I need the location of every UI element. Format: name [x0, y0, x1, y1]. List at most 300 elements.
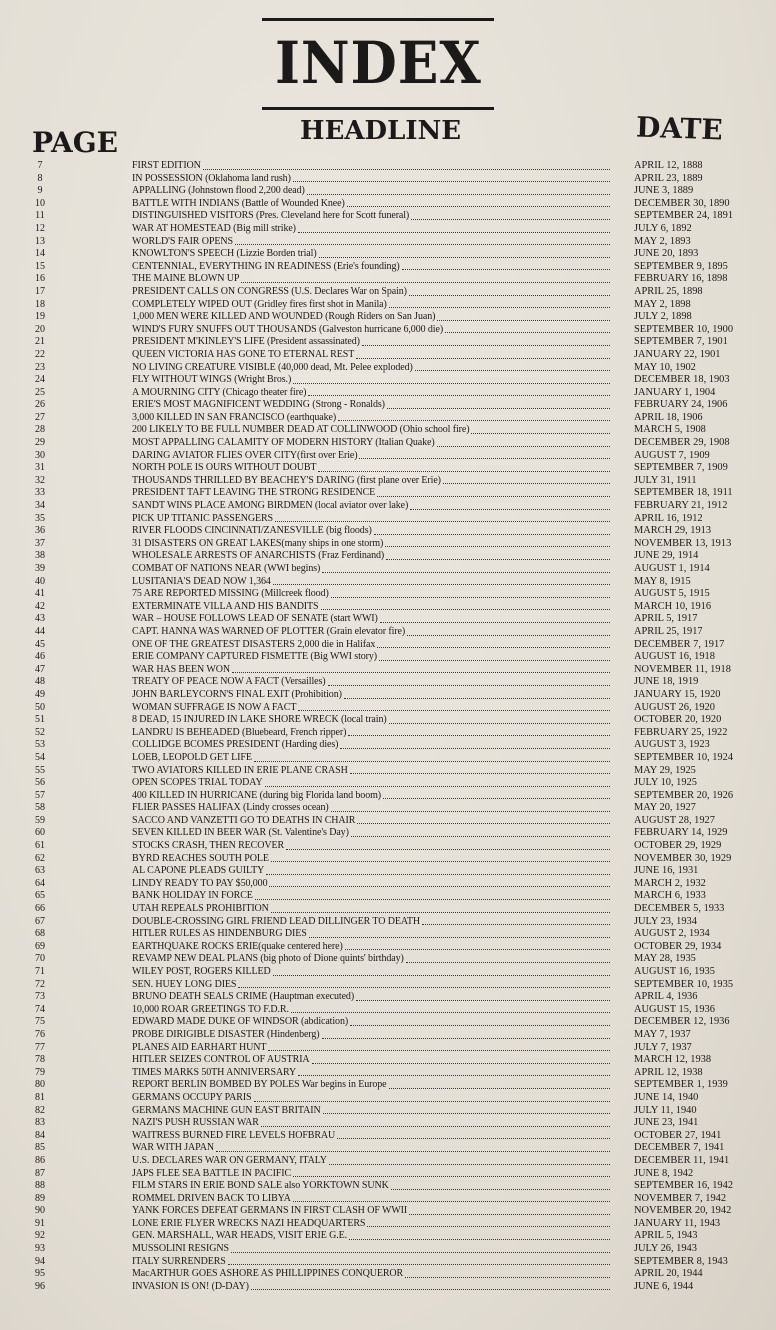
page-number: 27: [35, 411, 45, 423]
dot-leader: [405, 1268, 610, 1278]
headline-text: ITALY SURRENDERS: [132, 1255, 226, 1267]
headline-text: EDWARD MADE DUKE OF WINDSOR (abdication): [132, 1016, 349, 1028]
headline-text: BYRD REACHES SOUTH POLE: [132, 852, 269, 864]
page-number: 86: [35, 1154, 45, 1166]
headline-cell: [132, 601, 610, 614]
page-number: 56: [35, 777, 45, 789]
headline-text: MacARTHUR GOES ASHORE AS PHILLIPPINES CONQUEROR: [132, 1268, 404, 1280]
dot-leader: [312, 1054, 610, 1064]
headline-cell: [132, 311, 610, 324]
index-row: [0, 613, 776, 626]
dot-leader: [338, 412, 610, 422]
index-row: [0, 702, 776, 715]
index-row: [0, 676, 776, 689]
page-number: 25: [35, 386, 45, 398]
date-cell: JUNE 3, 1889: [634, 185, 694, 197]
headline-text: KNOWLTON'S SPEECH (Lizzie Borden trial): [132, 248, 317, 260]
index-row: [0, 563, 776, 576]
headline-text: 1,000 MEN WERE KILLED AND WOUNDED (Rough Riders on San Juan): [132, 311, 436, 323]
headline-cell: [132, 714, 610, 727]
dot-leader: [445, 324, 610, 334]
headline-text: HITLER RULES AS HINDENBURG DIES: [132, 928, 307, 940]
headline-cell: [132, 387, 610, 400]
headline-cell: [132, 916, 610, 929]
page-number: 50: [35, 701, 45, 713]
dot-leader: [228, 1256, 610, 1266]
index-row: [0, 173, 776, 186]
index-row: [0, 827, 776, 840]
headline-text: 3,000 KILLED IN SAN FRANCISCO (earthquake): [132, 411, 337, 423]
headline-cell: [132, 261, 610, 274]
date-cell: DECEMBER 5, 1933: [634, 903, 725, 915]
index-row: [0, 311, 776, 324]
page-number: 63: [35, 865, 45, 877]
dot-leader: [328, 676, 610, 686]
headline-cell: [132, 865, 610, 878]
dot-leader: [340, 739, 610, 749]
dot-leader: [235, 236, 610, 246]
dot-leader: [422, 916, 610, 926]
dot-leader: [374, 525, 610, 535]
index-list: [0, 160, 776, 1293]
date-cell: APRIL 23, 1889: [634, 172, 703, 184]
date-cell: SEPTEMBER 7, 1901: [634, 336, 728, 348]
page-number: 22: [35, 348, 45, 360]
date-cell: APRIL 18, 1906: [634, 411, 703, 423]
date-cell: OCTOBER 29, 1929: [634, 840, 722, 852]
dot-leader: [356, 349, 610, 359]
headline-text: JOHN BARLEYCORN'S FINAL EXIT (Prohibition): [132, 688, 342, 700]
date-cell: APRIL 5, 1943: [634, 1230, 698, 1242]
headline-text: COMBAT OF NATIONS NEAR (WWI begins): [132, 563, 321, 574]
headline-cell: [132, 1079, 610, 1092]
index-row: [0, 324, 776, 337]
index-row: [0, 550, 776, 563]
page-number: 13: [35, 235, 45, 247]
headline-text: REVAMP NEW DEAL PLANS (big photo of Dione quints' birthday): [132, 953, 404, 965]
headline-cell: [132, 840, 610, 853]
page-number: 34: [35, 500, 45, 512]
date-cell: APRIL 12, 1938: [634, 1066, 703, 1078]
index-row: [0, 1281, 776, 1294]
dot-leader: [443, 475, 610, 485]
headline-cell: [132, 979, 610, 992]
index-row: [0, 1230, 776, 1243]
date-cell: FEBRUARY 24, 1906: [634, 399, 728, 411]
index-row: [0, 538, 776, 551]
headline-cell: [132, 991, 610, 1004]
dot-leader: [321, 601, 610, 611]
headline-text: TREATY OF PEACE NOW A FACT (Versailles): [132, 676, 326, 688]
page-number: 73: [35, 991, 45, 1003]
dot-leader: [293, 374, 610, 384]
page-number: 29: [35, 437, 45, 449]
page-number: 39: [35, 563, 45, 574]
dot-leader: [261, 1117, 610, 1127]
index-row: [0, 714, 776, 727]
headline-text: WAITRESS BURNED FIRE LEVELS HOFBRAU: [132, 1129, 336, 1141]
dot-leader: [254, 1092, 610, 1102]
headline-text: DARING AVIATOR FLIES OVER CITY(first over Erie): [132, 449, 358, 461]
dot-leader: [308, 387, 610, 397]
date-cell: AUGUST 26, 1920: [634, 701, 715, 713]
headline-text: EARTHQUAKE ROCKS ERIE(quake centered here): [132, 940, 343, 952]
headline-cell: [132, 890, 610, 903]
headline-text: WAR HAS BEEN WON: [132, 663, 230, 675]
page-number: 30: [35, 449, 45, 461]
page-number: 7: [37, 160, 43, 171]
headline-cell: [132, 1218, 610, 1231]
headline-cell: [132, 198, 610, 211]
page-number: 28: [35, 424, 45, 436]
index-row: [0, 802, 776, 815]
dot-leader: [362, 336, 610, 346]
headline-text: BRUNO DEATH SEALS CRIME (Hauptman executed): [132, 991, 355, 1003]
date-cell: NOVEMBER 30, 1929: [634, 852, 732, 864]
headline-cell: [132, 1281, 610, 1294]
dot-leader: [293, 1193, 610, 1203]
dot-leader: [377, 487, 610, 497]
dot-leader: [357, 815, 610, 825]
dot-leader: [409, 286, 610, 296]
date-cell: DECEMBER 11, 1941: [634, 1154, 730, 1166]
index-row: [0, 160, 776, 173]
page-number: 69: [35, 940, 45, 952]
index-row: [0, 399, 776, 412]
page-number: 40: [35, 575, 45, 587]
headline-cell: [132, 450, 610, 463]
headline-text: STOCKS CRASH, THEN RECOVER: [132, 840, 285, 852]
dot-leader: [389, 299, 610, 309]
date-cell: JANUARY 22, 1901: [634, 348, 721, 360]
index-row: [0, 513, 776, 526]
headline-cell: [132, 349, 610, 362]
date-cell: MARCH 12, 1938: [634, 1054, 712, 1066]
date-cell: NOVEMBER 13, 1913: [634, 537, 732, 549]
headline-text: 75 ARE REPORTED MISSING (Millcreek flood): [132, 588, 329, 600]
date-cell: SEPTEMBER 10, 1900: [634, 323, 734, 335]
dot-leader: [273, 576, 610, 586]
page-column-header: PAGE: [32, 126, 118, 159]
headline-text: FLIER PASSES HALIFAX (Lindy crosses ocean): [132, 802, 329, 814]
index-row: [0, 979, 776, 992]
dot-leader: [309, 928, 610, 938]
headline-cell: [132, 500, 610, 513]
index-row: [0, 878, 776, 891]
date-cell: MAY 10, 1902: [634, 361, 696, 373]
date-cell: NOVEMBER 11, 1918: [634, 663, 731, 675]
dot-leader: [391, 1180, 610, 1190]
page-number: 89: [35, 1192, 45, 1204]
dot-leader: [415, 362, 610, 372]
date-cell: JUNE 23, 1941: [634, 1117, 699, 1129]
headline-cell: [132, 765, 610, 778]
index-row: [0, 853, 776, 866]
page-number: 21: [35, 336, 45, 348]
headline-text: WOMAN SUFFRAGE IS NOW A FACT: [132, 701, 297, 713]
dot-leader: [348, 727, 610, 737]
headline-cell: [132, 953, 610, 966]
index-row: [0, 790, 776, 803]
headline-text: SEN. HUEY LONG DIES: [132, 978, 237, 990]
date-cell: DECEMBER 12, 1936: [634, 1016, 730, 1028]
dot-leader: [356, 991, 610, 1001]
index-row: [0, 651, 776, 664]
headline-cell: [132, 185, 610, 198]
dot-leader: [293, 1168, 610, 1178]
index-row: [0, 1142, 776, 1155]
index-row: [0, 362, 776, 375]
dot-leader: [383, 790, 610, 800]
headline-cell: [132, 613, 610, 626]
date-cell: MAY 2, 1893: [634, 235, 691, 247]
page-number: 15: [35, 260, 45, 272]
index-row: [0, 1117, 776, 1130]
headline-cell: [132, 236, 610, 249]
date-cell: SEPTEMBER 7, 1909: [634, 462, 728, 474]
page-number: 41: [35, 588, 45, 600]
dot-leader: [298, 1067, 610, 1077]
dot-leader: [238, 979, 610, 989]
date-cell: JULY 11, 1940: [634, 1104, 697, 1116]
headline-cell: [132, 1105, 610, 1118]
page-number: 54: [35, 751, 45, 763]
page-number: 55: [35, 764, 45, 776]
headline-cell: [132, 424, 610, 437]
headline-text: REPORT BERLIN BOMBED BY POLES War begins in Europe: [132, 1079, 387, 1091]
date-cell: JULY 26, 1943: [634, 1243, 697, 1255]
dot-leader: [251, 1281, 610, 1291]
index-row: [0, 689, 776, 702]
headline-text: LINDY READY TO PAY $50,000: [132, 877, 268, 889]
index-row: [0, 223, 776, 236]
headline-text: SEVEN KILLED IN BEER WAR (St. Valentine's Day): [132, 827, 349, 839]
page-number: 52: [35, 726, 45, 738]
headline-text: TWO AVIATORS KILLED IN ERIE PLANE CRASH: [132, 764, 348, 776]
page-number: 95: [35, 1268, 45, 1280]
date-cell: JANUARY 1, 1904: [634, 386, 716, 398]
headline-text: WHOLESALE ARRESTS OF ANARCHISTS (Fraz Ferdinand): [132, 550, 385, 562]
date-cell: DECEMBER 18, 1903: [634, 374, 730, 386]
index-row: [0, 475, 776, 488]
index-row: [0, 890, 776, 903]
page-number: 79: [35, 1066, 45, 1078]
headline-cell: [132, 475, 610, 488]
page-number: 94: [35, 1255, 45, 1267]
dot-leader: [318, 462, 610, 472]
headline-cell: [132, 1117, 610, 1130]
page-number: 80: [35, 1079, 45, 1091]
page-number: 32: [35, 474, 45, 486]
headline-cell: [132, 941, 610, 954]
headline-cell: [132, 1168, 610, 1181]
dot-leader: [344, 689, 610, 699]
dot-leader: [349, 1230, 610, 1240]
headline-text: SANDT WINS PLACE AMONG BIRDMEN (local aviator over lake): [132, 500, 409, 512]
headline-text: FLY WITHOUT WINGS (Wright Bros.): [132, 374, 292, 386]
index-row: [0, 1268, 776, 1281]
headline-text: DISTINGUISHED VISITORS (Pres. Cleveland here for Scott funeral): [132, 210, 410, 222]
headline-text: PRESIDENT CALLS ON CONGRESS (U.S. Declares War on Spain): [132, 285, 407, 297]
headline-text: CAPT. HANNA WAS WARNED OF PLOTTER (Grain elevator fire): [132, 625, 406, 637]
headline-cell: [132, 588, 610, 601]
date-cell: DECEMBER 29, 1908: [634, 437, 730, 449]
headline-text: MOST APPALLING CALAMITY OF MODERN HISTORY (Italian Quake): [132, 437, 435, 449]
page-number: 96: [35, 1280, 45, 1292]
headline-cell: [132, 160, 610, 173]
page-number: 92: [35, 1230, 45, 1242]
index-row: [0, 576, 776, 589]
headline-cell: [132, 1092, 610, 1105]
headline-cell: [132, 1155, 610, 1168]
dot-leader: [377, 639, 610, 649]
index-row: [0, 261, 776, 274]
dot-leader: [275, 513, 610, 523]
headline-cell: [132, 538, 610, 551]
index-row: [0, 1193, 776, 1206]
headline-cell: [132, 1130, 610, 1143]
date-cell: FEBRUARY 25, 1922: [634, 726, 728, 738]
dot-leader: [271, 903, 610, 913]
index-row: [0, 437, 776, 450]
page-number: 67: [35, 915, 45, 927]
page-number: 74: [35, 1003, 45, 1015]
dot-leader: [203, 160, 610, 170]
page-number: 14: [35, 248, 45, 260]
headline-cell: [132, 966, 610, 979]
headline-text: PROBE DIRIGIBLE DISASTER (Hindenberg): [132, 1028, 320, 1040]
date-cell: MARCH 29, 1913: [634, 525, 712, 537]
headline-cell: [132, 1268, 610, 1281]
headline-text: CENTENNIAL, EVERYTHING IN READINESS (Erie's founding): [132, 260, 400, 272]
dot-leader: [409, 1205, 610, 1215]
index-row: [0, 299, 776, 312]
dot-leader: [331, 802, 610, 812]
dot-leader: [232, 664, 610, 674]
page-number: 9: [37, 185, 43, 197]
headline-cell: [132, 815, 610, 828]
headline-cell: [132, 1256, 610, 1269]
page-number: 88: [35, 1180, 45, 1192]
date-cell: MAY 7, 1937: [634, 1028, 691, 1040]
headline-cell: [132, 1029, 610, 1042]
page-number: 84: [35, 1129, 45, 1141]
date-cell: JUNE 20, 1893: [634, 248, 699, 260]
dot-leader: [268, 1042, 610, 1052]
headline-text: ONE OF THE GREATEST DISASTERS 2,000 die in Halifax: [132, 638, 376, 650]
index-masthead: [262, 18, 494, 110]
dot-leader: [273, 966, 610, 976]
date-cell: APRIL 20, 1944: [634, 1268, 703, 1280]
index-row: [0, 588, 776, 601]
headline-text: WAR AT HOMESTEAD (Big mill strike): [132, 222, 296, 234]
page-number: 42: [35, 600, 45, 612]
headline-text: RIVER FLOODS CINCINNATI/ZANESVILLE (big floods): [132, 525, 372, 537]
date-cell: APRIL 4, 1936: [634, 991, 698, 1003]
page-number: 77: [35, 1041, 45, 1053]
date-cell: DECEMBER 7, 1917: [634, 638, 725, 650]
headline-text: AL CAPONE PLEADS GUILTY: [132, 865, 265, 877]
headline-cell: [132, 664, 610, 677]
page-number: 44: [35, 625, 45, 637]
date-cell: SEPTEMBER 16, 1942: [634, 1180, 734, 1192]
dot-leader: [350, 765, 610, 775]
index-row: [0, 273, 776, 286]
headline-cell: [132, 462, 610, 475]
headline-cell: [132, 525, 610, 538]
date-cell: JANUARY 15, 1920: [634, 688, 721, 700]
headline-cell: [132, 903, 610, 916]
dot-leader: [323, 1105, 610, 1115]
index-row: [0, 525, 776, 538]
headline-text: A MOURNING CITY (Chicago theater fire): [132, 386, 307, 398]
page-number: 70: [35, 953, 45, 965]
dot-leader: [319, 248, 610, 258]
headline-cell: [132, 437, 610, 450]
headline-cell: [132, 1054, 610, 1067]
headline-cell: [132, 550, 610, 563]
headline-text: GEN. MARSHALL, WAR HEADS, VISIT ERIE G.E.: [132, 1230, 348, 1242]
index-row: [0, 1079, 776, 1092]
date-column-header: DATE: [635, 110, 724, 147]
dot-leader: [437, 311, 610, 321]
date-cell: APRIL 25, 1898: [634, 285, 703, 297]
headline-cell: [132, 324, 610, 337]
dot-leader: [379, 651, 610, 661]
index-row: [0, 185, 776, 198]
date-cell: NOVEMBER 20, 1942: [634, 1205, 732, 1217]
headline-text: HITLER SEIZES CONTROL OF AUSTRIA: [132, 1054, 310, 1066]
headline-cell: [132, 576, 610, 589]
headline-text: OPEN SCOPES TRIAL TODAY: [132, 777, 263, 789]
headline-text: PICK UP TITANIC PASSENGERS: [132, 512, 273, 524]
page-number: 45: [35, 638, 45, 650]
index-row: [0, 462, 776, 475]
index-row: [0, 248, 776, 261]
index-row: [0, 236, 776, 249]
headline-text: PLANES AID EARHART HUNT: [132, 1041, 267, 1053]
page-number: 43: [35, 613, 45, 625]
index-row: [0, 210, 776, 223]
index-row: [0, 1243, 776, 1256]
index-row: [0, 500, 776, 513]
index-row: [0, 928, 776, 941]
headline-text: PRESIDENT TAFT LEAVING THE STRONG RESIDENCE: [132, 487, 376, 499]
dot-leader: [380, 613, 610, 623]
date-cell: JUNE 8, 1942: [634, 1167, 694, 1179]
index-row: [0, 1168, 776, 1181]
dot-leader: [241, 273, 610, 283]
headline-text: APPALLING (Johnstown flood 2,200 dead): [132, 185, 305, 197]
date-cell: OCTOBER 27, 1941: [634, 1129, 722, 1141]
headline-text: BANK HOLIDAY IN FORCE: [132, 890, 253, 902]
index-row: [0, 1256, 776, 1269]
dot-leader: [269, 878, 610, 888]
headline-cell: [132, 1193, 610, 1206]
headline-text: THOUSANDS THRILLED BY BEACHEY'S DARING (first plane over Erie): [132, 474, 441, 486]
headline-cell: [132, 676, 610, 689]
headline-text: BATTLE WITH INDIANS (Battle of Wounded Knee): [132, 197, 345, 209]
date-cell: AUGUST 15, 1936: [634, 1003, 715, 1015]
date-cell: FEBRUARY 16, 1898: [634, 273, 728, 285]
headline-cell: [132, 563, 610, 576]
date-cell: SEPTEMBER 10, 1935: [634, 978, 734, 990]
date-cell: JUNE 14, 1940: [634, 1091, 699, 1103]
page-number: 85: [35, 1142, 45, 1154]
page-number: 31: [35, 462, 45, 474]
dot-leader: [231, 1243, 610, 1253]
headline-text: GERMANS OCCUPY PARIS: [132, 1091, 252, 1103]
